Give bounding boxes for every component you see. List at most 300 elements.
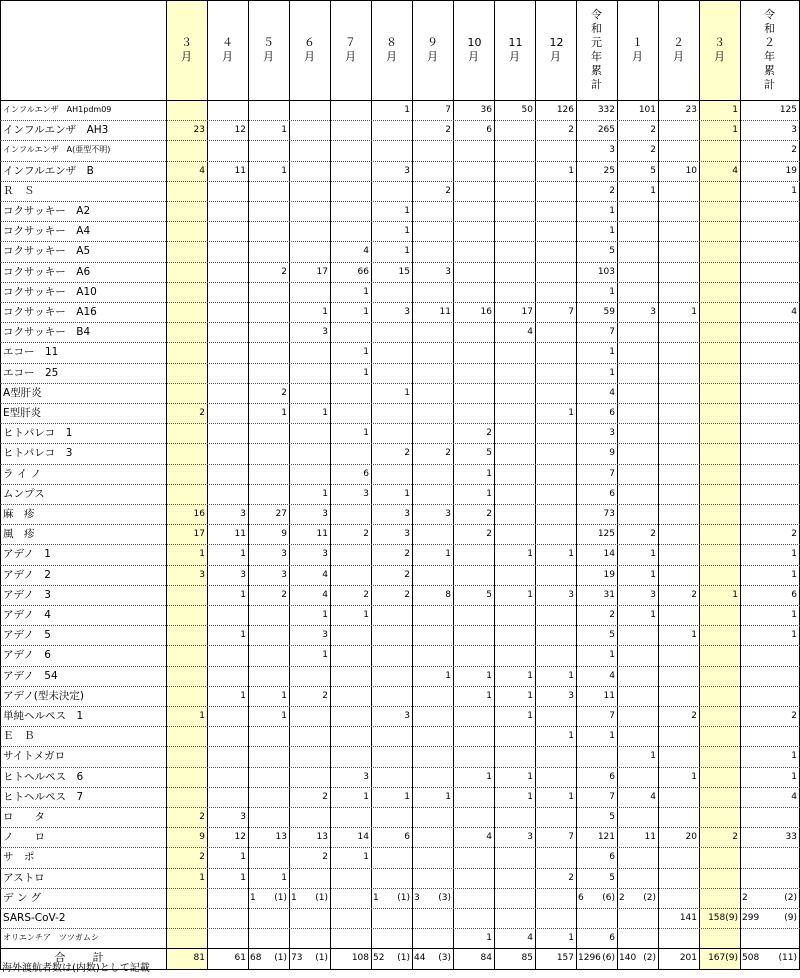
value-cell <box>658 403 699 423</box>
value-cell: 2 <box>363 589 369 600</box>
value-cell <box>289 383 330 403</box>
value-cell <box>330 625 371 645</box>
value-cell <box>699 706 740 726</box>
value-cell <box>248 948 289 968</box>
value-cell <box>658 645 699 665</box>
grid-line <box>0 726 800 727</box>
value-cell <box>699 262 740 282</box>
value-cell: 1 <box>445 670 451 681</box>
value-cell: 1 <box>281 125 287 136</box>
value-cell <box>371 363 412 383</box>
row-label: 麻 疹 <box>3 508 35 520</box>
value-cell <box>699 605 740 625</box>
value-cell: 1 <box>568 165 574 176</box>
value-cell <box>453 706 494 726</box>
count: 73 <box>291 953 303 964</box>
grid-line <box>0 282 800 283</box>
row-label: ヒトヘルペス 7 <box>3 790 84 803</box>
value-cell: 1 <box>486 670 492 681</box>
total-row-label: 合 計 <box>54 951 112 965</box>
value-cell: 17 <box>316 266 328 277</box>
value-cell <box>166 928 207 948</box>
value-cell <box>330 100 371 120</box>
value-cell: 10 <box>685 165 697 176</box>
value-cell <box>617 282 658 302</box>
value-cell <box>412 625 453 645</box>
value-cell: 7 <box>568 307 574 317</box>
row-label: アデノ(型未決定) <box>3 689 84 702</box>
value-cell <box>248 888 289 908</box>
count: 52 <box>373 953 385 964</box>
value-cell <box>453 746 494 766</box>
value-cell <box>248 363 289 383</box>
value-cell: 265 <box>597 125 615 136</box>
grid-line <box>0 565 800 566</box>
value-cell: 3 <box>791 125 797 136</box>
row-label: コクサッキー A6 <box>3 265 91 278</box>
column-header <box>371 0 412 100</box>
value-cell: 3 <box>404 509 410 519</box>
value-cell <box>166 423 207 443</box>
grid-line <box>0 827 800 828</box>
value-cell <box>289 201 330 221</box>
value-cell <box>371 403 412 423</box>
overseas-count: (3) <box>438 892 451 903</box>
value-cell <box>576 948 617 968</box>
value-cell: 1 <box>791 610 797 620</box>
value-cell: 1 <box>568 670 574 681</box>
value-cell: 158(9) <box>708 913 738 923</box>
column-header <box>207 0 248 100</box>
grid-line <box>0 241 800 242</box>
value-cell <box>535 443 576 463</box>
value-cell: 3 <box>322 549 328 560</box>
value-cell: 3 <box>322 509 328 519</box>
count: 508 <box>742 953 760 964</box>
value-cell: 3 <box>445 509 451 519</box>
value-cell <box>207 383 248 403</box>
column-header-label: ７月 <box>345 36 356 63</box>
row-label: 風 疹 <box>3 528 35 541</box>
value-cell <box>617 201 658 221</box>
value-cell <box>289 282 330 302</box>
value-cell <box>494 625 535 645</box>
value-cell: 11 <box>234 529 246 540</box>
count: 1296 <box>578 953 601 964</box>
overseas-count: (1) <box>315 892 328 903</box>
value-cell <box>617 726 658 746</box>
value-cell: 1 <box>363 610 369 620</box>
value-cell <box>371 868 412 888</box>
overseas-count: (9) <box>784 913 797 923</box>
value-cell <box>699 423 740 443</box>
value-cell: 103 <box>597 266 615 277</box>
value-cell <box>412 868 453 888</box>
value-cell <box>207 241 248 261</box>
value-cell <box>207 706 248 726</box>
value-cell <box>289 666 330 686</box>
value-cell <box>658 888 699 908</box>
value-cell <box>535 504 576 524</box>
value-cell: 2 <box>199 408 205 418</box>
value-cell: 1 <box>404 791 410 802</box>
value-cell <box>166 140 207 160</box>
grid-line <box>0 161 800 162</box>
value-cell <box>658 686 699 706</box>
value-cell <box>412 403 453 423</box>
value-cell <box>535 645 576 665</box>
count: 1 <box>373 892 379 903</box>
value-cell: 2 <box>281 589 287 600</box>
value-cell: 6 <box>609 488 615 499</box>
value-cell <box>658 666 699 686</box>
value-cell <box>412 524 453 544</box>
value-cell <box>248 605 289 625</box>
value-cell: 1 <box>527 711 533 721</box>
value-cell <box>658 363 699 383</box>
value-cell <box>207 181 248 201</box>
value-cell: 59 <box>603 307 615 317</box>
value-cell <box>658 383 699 403</box>
grid-line <box>0 807 800 808</box>
value-cell <box>658 120 699 140</box>
value-cell: 4 <box>609 387 615 398</box>
grid-line <box>0 888 800 889</box>
value-cell: 3 <box>404 529 410 540</box>
row-label: インフルエンザ B <box>3 164 94 177</box>
value-cell <box>248 322 289 342</box>
value-cell <box>535 888 576 908</box>
value-cell: 1 <box>609 206 615 216</box>
value-cell: 2 <box>650 145 656 156</box>
value-cell <box>330 706 371 726</box>
value-cell: 2 <box>486 529 492 540</box>
row-label: A型肝炎 <box>3 386 42 399</box>
column-header-label: 12月 <box>549 36 564 63</box>
value-cell: 2 <box>650 529 656 540</box>
grid-line <box>0 645 800 646</box>
value-cell <box>740 221 799 241</box>
overseas-count: (6) <box>602 953 615 964</box>
value-cell <box>740 342 799 362</box>
value-cell <box>494 282 535 302</box>
value-cell: 3 <box>404 165 410 176</box>
value-cell: 1 <box>322 307 328 317</box>
value-cell: 11 <box>644 832 656 843</box>
value-cell <box>453 403 494 423</box>
value-cell <box>330 908 371 928</box>
value-cell <box>248 484 289 504</box>
value-cell <box>412 161 453 181</box>
value-cell: 23 <box>193 125 205 136</box>
value-cell: 3 <box>404 307 410 317</box>
value-cell <box>453 888 494 908</box>
value-cell <box>289 928 330 948</box>
value-cell <box>453 363 494 383</box>
value-cell: 15 <box>398 266 410 277</box>
value-cell: 27 <box>275 509 287 519</box>
value-cell <box>412 767 453 787</box>
value-cell <box>617 928 658 948</box>
row-label: アストロ <box>3 871 45 884</box>
value-cell <box>699 363 740 383</box>
row-label: アデノ 6 <box>3 649 51 662</box>
column-header <box>330 0 371 100</box>
value-cell <box>699 645 740 665</box>
column-header-label: 10月 <box>467 36 482 63</box>
column-header-label: 11月 <box>508 36 523 63</box>
value-cell: 3 <box>609 145 615 156</box>
value-cell <box>248 807 289 827</box>
value-cell <box>412 605 453 625</box>
value-cell: 1 <box>691 771 697 782</box>
value-cell <box>248 241 289 261</box>
value-cell: 13 <box>275 832 287 843</box>
value-cell: 1 <box>527 690 533 701</box>
column-header-label: 令和２年累計 <box>764 8 775 91</box>
value-cell: 1 <box>363 367 369 378</box>
value-cell <box>658 484 699 504</box>
value-cell <box>494 140 535 160</box>
value-cell <box>166 888 207 908</box>
value-cell <box>371 464 412 484</box>
value-cell <box>289 342 330 362</box>
value-cell: 2 <box>691 589 697 600</box>
value-cell: 16 <box>193 509 205 519</box>
value-cell <box>371 888 412 908</box>
row-label: Ｅ Ｂ <box>3 730 35 743</box>
value-cell <box>617 645 658 665</box>
row-label: アデノ 4 <box>3 609 51 621</box>
value-cell <box>453 161 494 181</box>
row-label: コクサッキー B4 <box>3 326 91 339</box>
value-cell: 1 <box>732 125 738 136</box>
value-cell <box>289 221 330 241</box>
value-cell <box>289 423 330 443</box>
value-cell: 1 <box>568 408 574 418</box>
value-cell <box>248 282 289 302</box>
count: 140 <box>619 953 637 964</box>
value-cell <box>740 908 799 928</box>
value-cell: 1 <box>281 408 287 418</box>
value-cell <box>207 201 248 221</box>
value-cell <box>535 746 576 766</box>
row-label: コクサッキー A16 <box>3 306 97 318</box>
value-cell <box>535 363 576 383</box>
grid-line <box>0 423 800 424</box>
value-cell: 125 <box>597 529 615 540</box>
overseas-count: (11) <box>778 953 797 964</box>
value-cell <box>617 767 658 787</box>
value-cell <box>166 363 207 383</box>
value-cell <box>289 140 330 160</box>
value-cell: 3 <box>650 307 656 317</box>
value-cell <box>617 221 658 241</box>
value-cell <box>412 948 453 968</box>
value-cell <box>699 524 740 544</box>
value-cell <box>166 605 207 625</box>
value-cell <box>699 464 740 484</box>
value-cell: 6 <box>404 832 410 843</box>
row-label: ラ イ ノ <box>3 467 42 480</box>
value-cell: 2 <box>322 852 328 863</box>
value-cell <box>617 241 658 261</box>
row-label: ヒトパレコ 1 <box>3 427 73 440</box>
value-cell <box>740 726 799 746</box>
value-cell <box>166 302 207 322</box>
column-header <box>617 0 658 100</box>
grid-line <box>0 322 800 323</box>
value-cell: 17 <box>193 529 205 540</box>
value-cell <box>453 383 494 403</box>
value-cell <box>207 140 248 160</box>
value-cell: 1 <box>609 367 615 378</box>
value-cell: 2 <box>791 711 797 721</box>
value-cell <box>453 342 494 362</box>
value-cell <box>658 443 699 463</box>
value-cell: 2 <box>486 509 492 519</box>
value-cell: 12 <box>234 125 246 136</box>
value-cell <box>330 888 371 908</box>
value-cell <box>412 807 453 827</box>
value-cell: 5 <box>609 812 615 822</box>
value-cell <box>330 443 371 463</box>
value-cell <box>699 928 740 948</box>
value-cell: 7 <box>609 468 615 479</box>
value-cell <box>535 625 576 645</box>
value-cell: 6 <box>609 771 615 782</box>
value-cell <box>166 666 207 686</box>
value-cell: 1 <box>791 630 797 641</box>
value-cell <box>576 746 617 766</box>
value-cell <box>166 464 207 484</box>
value-cell <box>740 504 799 524</box>
value-cell <box>699 888 740 908</box>
row-label: アデノ 3 <box>3 588 51 601</box>
value-cell <box>166 908 207 928</box>
value-cell <box>617 868 658 888</box>
value-cell <box>289 868 330 888</box>
value-cell: 81 <box>193 953 205 964</box>
value-cell <box>617 403 658 423</box>
value-cell <box>658 565 699 585</box>
footnote: 海外渡航者数は(内数)として記載 <box>2 963 150 974</box>
value-cell: 1 <box>791 771 797 782</box>
value-cell <box>166 383 207 403</box>
value-cell <box>699 221 740 241</box>
value-cell <box>166 181 207 201</box>
overseas-count: (1) <box>397 953 410 964</box>
grid-line <box>0 140 800 141</box>
value-cell <box>330 322 371 342</box>
grid-line <box>0 100 800 101</box>
overseas-count: (1) <box>315 953 328 964</box>
grid-line <box>0 484 800 485</box>
value-cell <box>535 524 576 544</box>
value-cell <box>248 302 289 322</box>
grid-line <box>0 625 800 626</box>
value-cell: 1 <box>445 791 451 802</box>
value-cell <box>699 666 740 686</box>
value-cell: 2 <box>404 569 410 580</box>
value-cell <box>658 342 699 362</box>
grid-line <box>0 787 800 788</box>
value-cell <box>248 201 289 221</box>
value-cell <box>494 221 535 241</box>
value-cell <box>289 181 330 201</box>
value-cell: 50 <box>521 105 533 115</box>
value-cell <box>576 908 617 928</box>
value-cell <box>740 322 799 342</box>
row-label: インフルエンザ A(亜型不明) <box>3 145 111 155</box>
value-cell: 1 <box>281 711 287 721</box>
value-cell <box>740 484 799 504</box>
value-cell <box>699 342 740 362</box>
overseas-count: (2) <box>784 892 797 903</box>
value-cell: 3 <box>322 327 328 338</box>
value-cell <box>207 443 248 463</box>
value-cell <box>658 221 699 241</box>
value-cell <box>658 140 699 160</box>
column-header-label: ４月 <box>222 36 233 63</box>
value-cell <box>207 403 248 423</box>
value-cell: 3 <box>404 711 410 721</box>
value-cell <box>699 726 740 746</box>
value-cell: 31 <box>603 589 615 600</box>
value-cell <box>371 847 412 867</box>
value-cell: 2 <box>322 690 328 701</box>
value-cell: 141 <box>679 913 697 923</box>
value-cell <box>494 504 535 524</box>
value-cell <box>699 181 740 201</box>
value-cell: 1 <box>527 791 533 802</box>
value-cell <box>166 282 207 302</box>
value-cell <box>617 706 658 726</box>
row-label: アデノ 5 <box>3 629 51 642</box>
value-cell <box>699 302 740 322</box>
value-cell: 4 <box>791 307 797 317</box>
value-cell <box>248 908 289 928</box>
value-cell: 4 <box>650 791 656 802</box>
value-cell: 66 <box>357 266 369 277</box>
value-cell: 3 <box>240 509 246 519</box>
grid-line <box>0 948 800 949</box>
value-cell <box>371 322 412 342</box>
value-cell <box>617 504 658 524</box>
value-cell: 1 <box>240 872 246 883</box>
value-cell <box>207 221 248 241</box>
value-cell <box>699 847 740 867</box>
value-cell <box>699 484 740 504</box>
value-cell: 2 <box>732 832 738 843</box>
value-cell: 3 <box>240 812 246 822</box>
value-cell <box>289 807 330 827</box>
count: 6 <box>578 892 584 903</box>
value-cell: 2 <box>568 125 574 136</box>
count: 299 <box>742 913 760 923</box>
value-cell: 3 <box>322 630 328 641</box>
column-header-label: ３月 <box>181 36 192 63</box>
value-cell: 1 <box>568 933 574 944</box>
value-cell <box>617 948 658 968</box>
value-cell: 126 <box>556 105 574 115</box>
row-label: デ ン グ <box>3 891 42 904</box>
value-cell: 1 <box>568 791 574 802</box>
value-cell: 2 <box>404 549 410 560</box>
value-cell: 19 <box>785 165 797 176</box>
value-cell <box>453 787 494 807</box>
value-cell: 1 <box>240 690 246 701</box>
